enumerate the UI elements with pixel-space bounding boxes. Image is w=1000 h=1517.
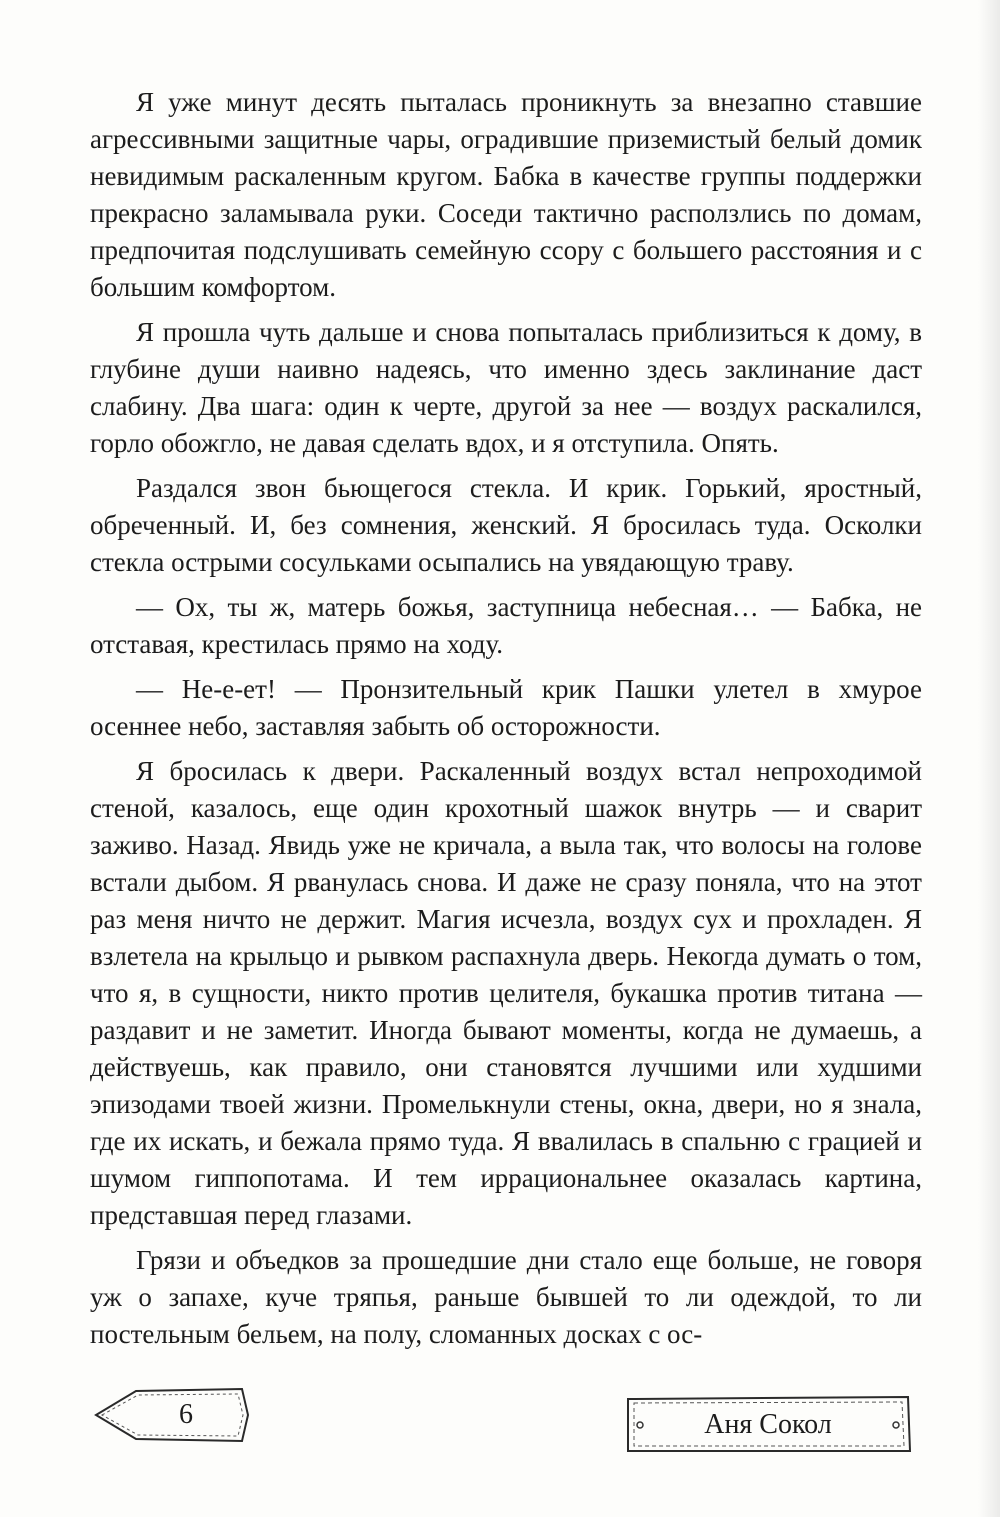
paragraph-2: Я прошла чуть дальше и снова попыталась приблизиться к дому, в глубине души наивно надеясь, что именно здесь заклинание даст слабину. Два шага: один к черте, другой за нее — воздух раскалился, горло обожгло, не давая сделать вдох, и я отступила. Опять. [90,317,922,458]
page-number: 6 [179,1399,193,1430]
paragraph-1: Я уже минут десять пыталась проникнуть за внезапно ставшие агрессивными защитные чары, оградившие приземистый белый домик невидимым раскаленным кругом. Бабка в качестве группы поддержки прекрасно заламывала руки. Соседи тактично расползлись по домам, предпочитая подслушивать семейную ссору с большего расстояния и с большим комфортом. [90,87,922,302]
paragraph-5: — Не-е-ет! — Пронзительный крик Пашки улетел в хмурое осеннее небо, заставляя забыть об осторожности. [90,674,922,741]
body-text [90,84,922,1361]
paragraph-7: Грязи и объедков за прошедшие дни стало еще больше, не говоря уж о запахе, куче тряпья, раньше бывшей то ли одеждой, то ли постельным бельем, на полу, сломанных досках с ос- [90,1245,922,1349]
paragraph-4: — Ох, ты ж, матерь божья, заступница небесная… — Бабка, не отставая, крестилась прямо на ходу. [90,592,922,659]
author-tag [622,1393,914,1455]
page-edge-shadow [978,0,1000,1517]
page-footer [0,1385,1000,1465]
paragraph-3: Раздался звон бьющегося стекла. И крик. Горький, яростный, обреченный. И, без сомнения, женский. Я бросилась туда. Осколки стекла острыми сосульками осыпались на увядающую траву. [90,473,922,577]
page-number-tag [92,1385,252,1445]
paragraph-6: Я бросилась к двери. Раскаленный воздух встал непроходимой стеной, казалось, еще один крохотный шажок внутрь — и сварит заживо. Назад. Явидь уже не кричала, а выла так, что волосы на голове встали дыбом. Я рванулась снова. И даже не сразу поняла, что на этот раз меня ничто не держит. Магия исчезла, воздух сух и прохладен. Я взлетела на крыльцо и рывком распахнула дверь. Некогда думать о том, что я, в сущности, никто против целителя, букашка против титана — раздавит и не заметит. Иногда бывают моменты, когда не думаешь, а действуешь, как правило, они становятся лучшими или худшими эпизодами твоей жизни. Промелькнули стены, окна, двери, но я знала, где их искать, и бежала прямо туда. Я ввалилась в спальню с грацией и шумом гиппопотама. И тем иррациональнее оказалась картина, представшая перед глазами. [90,756,922,1230]
author-name: Аня Сокол [704,1409,832,1440]
